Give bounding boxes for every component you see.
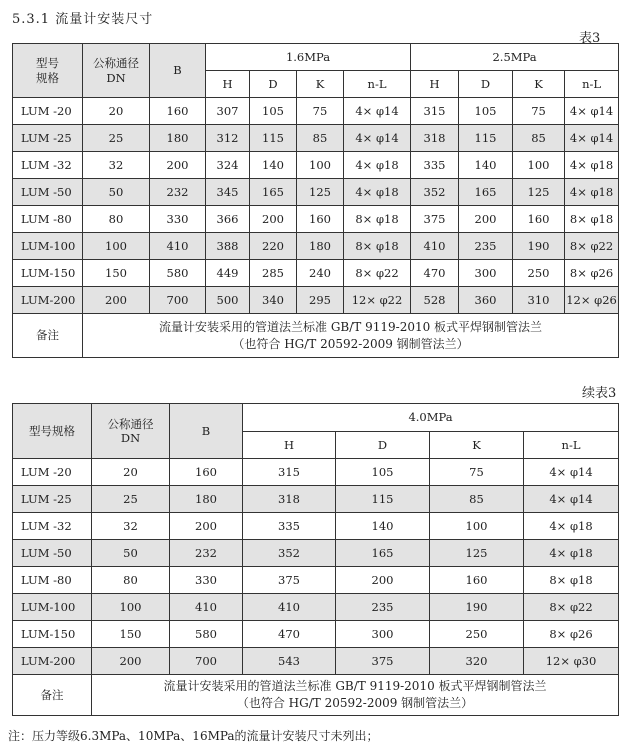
p16-h-cell: 324 — [206, 152, 250, 179]
p25-h-cell: 375 — [411, 206, 459, 233]
dn-cell: 100 — [92, 594, 170, 621]
table-2 — [12, 403, 619, 716]
p40-h-cell: 470 — [243, 621, 336, 648]
dn-header: 公称通径 DN — [83, 44, 150, 98]
p16-nl-cell: 4× φ18 — [344, 179, 411, 206]
pressure-1-6-header: 1.6MPa — [206, 44, 411, 71]
b-cell: 700 — [170, 648, 243, 675]
dn-cell: 100 — [83, 233, 150, 260]
p25-d-cell: 165 — [459, 179, 513, 206]
p40-nl-cell: 4× φ14 — [524, 486, 619, 513]
p40-h-cell: 375 — [243, 567, 336, 594]
b-cell: 232 — [150, 179, 206, 206]
model-cell: LUM -32 — [13, 152, 83, 179]
p16-nl-cell: 4× φ14 — [344, 98, 411, 125]
p25-nl-cell: 4× φ14 — [565, 125, 619, 152]
footnote: 注：压力等级6.3MPa、10MPa、16MPa的流量计安装尺寸未列出； — [8, 729, 379, 743]
p16-nl-cell: 8× φ18 — [344, 233, 411, 260]
sub-header-nl: n-L — [565, 71, 619, 98]
p25-h-cell: 315 — [411, 98, 459, 125]
p16-d-cell: 340 — [250, 287, 297, 314]
p25-h-cell: 352 — [411, 179, 459, 206]
p40-k-cell: 190 — [430, 594, 524, 621]
table-row — [13, 260, 619, 287]
p40-d-cell: 140 — [336, 513, 430, 540]
p40-k-cell: 160 — [430, 567, 524, 594]
p16-k-cell: 240 — [297, 260, 344, 287]
p16-h-cell: 312 — [206, 125, 250, 152]
table2-label: 续表3 — [582, 386, 617, 401]
p16-k-cell: 180 — [297, 233, 344, 260]
model-header: 型号规格 — [13, 404, 92, 459]
p25-k-cell: 85 — [513, 125, 565, 152]
p16-h-cell: 366 — [206, 206, 250, 233]
p16-h-cell: 345 — [206, 179, 250, 206]
p25-k-cell: 310 — [513, 287, 565, 314]
dn-header: 公称通径 DN — [92, 404, 170, 459]
p40-d-cell: 235 — [336, 594, 430, 621]
p40-nl-cell: 4× φ14 — [524, 459, 619, 486]
p40-d-cell: 105 — [336, 459, 430, 486]
dn-cell: 80 — [92, 567, 170, 594]
p25-nl-cell: 12× φ26 — [565, 287, 619, 314]
p25-k-cell: 250 — [513, 260, 565, 287]
p16-h-cell: 388 — [206, 233, 250, 260]
p25-nl-cell: 8× φ22 — [565, 233, 619, 260]
remark-label: 备注 — [13, 314, 83, 358]
p25-h-cell: 528 — [411, 287, 459, 314]
table-row — [13, 233, 619, 260]
p25-k-cell: 100 — [513, 152, 565, 179]
pressure-4-0-header: 4.0MPa — [243, 404, 619, 432]
model-cell: LUM -80 — [13, 567, 92, 594]
p16-k-cell: 75 — [297, 98, 344, 125]
p40-k-cell: 125 — [430, 540, 524, 567]
b-cell: 580 — [150, 260, 206, 287]
sub-header-h: H — [411, 71, 459, 98]
b-cell: 700 — [150, 287, 206, 314]
dn-cell: 50 — [92, 540, 170, 567]
p25-h-cell: 410 — [411, 233, 459, 260]
sub-header-h: H — [206, 71, 250, 98]
model-cell: LUM -25 — [13, 486, 92, 513]
b-cell: 200 — [150, 152, 206, 179]
p40-k-cell: 250 — [430, 621, 524, 648]
p40-h-cell: 335 — [243, 513, 336, 540]
p25-d-cell: 140 — [459, 152, 513, 179]
p16-k-cell: 160 — [297, 206, 344, 233]
p25-nl-cell: 4× φ14 — [565, 98, 619, 125]
p16-d-cell: 200 — [250, 206, 297, 233]
sub-header-d: D — [336, 432, 430, 459]
model-cell: LUM -20 — [13, 98, 83, 125]
dn-cell: 150 — [92, 621, 170, 648]
model-cell: LUM-100 — [13, 233, 83, 260]
p25-k-cell: 125 — [513, 179, 565, 206]
b-cell: 232 — [170, 540, 243, 567]
table1-label: 表3 — [579, 31, 601, 46]
p40-h-cell: 318 — [243, 486, 336, 513]
p40-nl-cell: 8× φ26 — [524, 621, 619, 648]
dn-cell: 80 — [83, 206, 150, 233]
dn-cell: 25 — [92, 486, 170, 513]
p25-d-cell: 360 — [459, 287, 513, 314]
model-cell: LUM-150 — [13, 621, 92, 648]
p16-d-cell: 285 — [250, 260, 297, 287]
remark-text: 流量计安装采用的管道法兰标准 GB/T 9119-2010 板式平焊钢制管法兰 （也符合 HG/T 20592-2009 钢制管法兰） — [83, 314, 619, 358]
p16-nl-cell: 8× φ18 — [344, 206, 411, 233]
sub-header-h: H — [243, 432, 336, 459]
model-cell: LUM -20 — [13, 459, 92, 486]
p16-h-cell: 449 — [206, 260, 250, 287]
p40-k-cell: 320 — [430, 648, 524, 675]
model-cell: LUM -32 — [13, 513, 92, 540]
sub-header-d: D — [250, 71, 297, 98]
p40-k-cell: 75 — [430, 459, 524, 486]
table-row — [13, 594, 619, 621]
p25-d-cell: 300 — [459, 260, 513, 287]
p16-nl-cell: 4× φ18 — [344, 152, 411, 179]
table-1 — [12, 43, 619, 358]
table-row — [13, 98, 619, 125]
p25-nl-cell: 8× φ18 — [565, 206, 619, 233]
table-row — [13, 459, 619, 486]
b-cell: 580 — [170, 621, 243, 648]
p40-h-cell: 315 — [243, 459, 336, 486]
sub-header-d: D — [459, 71, 513, 98]
p40-d-cell: 165 — [336, 540, 430, 567]
p25-h-cell: 470 — [411, 260, 459, 287]
table-row — [13, 179, 619, 206]
p16-k-cell: 100 — [297, 152, 344, 179]
model-header: 型号 规格 — [13, 44, 83, 98]
model-cell: LUM -50 — [13, 179, 83, 206]
sub-header-k: K — [430, 432, 524, 459]
table-row — [13, 287, 619, 314]
p40-d-cell: 115 — [336, 486, 430, 513]
sub-header-k: K — [297, 71, 344, 98]
p40-nl-cell: 12× φ30 — [524, 648, 619, 675]
p25-nl-cell: 8× φ26 — [565, 260, 619, 287]
p16-d-cell: 140 — [250, 152, 297, 179]
dn-cell: 25 — [83, 125, 150, 152]
dn-cell: 20 — [92, 459, 170, 486]
p40-nl-cell: 4× φ18 — [524, 540, 619, 567]
b-cell: 160 — [150, 98, 206, 125]
model-cell: LUM-200 — [13, 648, 92, 675]
dn-cell: 32 — [83, 152, 150, 179]
dn-cell: 32 — [92, 513, 170, 540]
p25-d-cell: 235 — [459, 233, 513, 260]
remark-text: 流量计安装采用的管道法兰标准 GB/T 9119-2010 板式平焊钢制管法兰 （也符合 HG/T 20592-2009 钢制管法兰） — [92, 675, 619, 716]
sub-header-nl: n-L — [344, 71, 411, 98]
p40-h-cell: 543 — [243, 648, 336, 675]
section-title: 5.3.1 流量计安装尺寸 — [12, 12, 154, 27]
p25-k-cell: 160 — [513, 206, 565, 233]
dn-cell: 50 — [83, 179, 150, 206]
p16-d-cell: 220 — [250, 233, 297, 260]
p25-nl-cell: 4× φ18 — [565, 179, 619, 206]
table-row — [13, 152, 619, 179]
p25-d-cell: 105 — [459, 98, 513, 125]
p16-h-cell: 500 — [206, 287, 250, 314]
p16-h-cell: 307 — [206, 98, 250, 125]
p25-d-cell: 200 — [459, 206, 513, 233]
b-cell: 200 — [170, 513, 243, 540]
p40-nl-cell: 8× φ22 — [524, 594, 619, 621]
p25-k-cell: 190 — [513, 233, 565, 260]
table-row — [13, 648, 619, 675]
table-row — [13, 206, 619, 233]
table-row — [13, 486, 619, 513]
p40-d-cell: 200 — [336, 567, 430, 594]
p40-d-cell: 300 — [336, 621, 430, 648]
p16-k-cell: 85 — [297, 125, 344, 152]
sub-header-k: K — [513, 71, 565, 98]
model-cell: LUM-100 — [13, 594, 92, 621]
p25-h-cell: 335 — [411, 152, 459, 179]
p40-h-cell: 410 — [243, 594, 336, 621]
p16-k-cell: 125 — [297, 179, 344, 206]
p25-d-cell: 115 — [459, 125, 513, 152]
p40-k-cell: 100 — [430, 513, 524, 540]
b-header: B — [170, 404, 243, 459]
table-row — [13, 621, 619, 648]
b-cell: 410 — [150, 233, 206, 260]
remark-label: 备注 — [13, 675, 92, 716]
table-row — [13, 125, 619, 152]
p25-h-cell: 318 — [411, 125, 459, 152]
p16-d-cell: 115 — [250, 125, 297, 152]
model-cell: LUM -25 — [13, 125, 83, 152]
p40-k-cell: 85 — [430, 486, 524, 513]
p40-d-cell: 375 — [336, 648, 430, 675]
b-header: B — [150, 44, 206, 98]
b-cell: 410 — [170, 594, 243, 621]
p16-k-cell: 295 — [297, 287, 344, 314]
p40-nl-cell: 4× φ18 — [524, 513, 619, 540]
model-cell: LUM -80 — [13, 206, 83, 233]
b-cell: 160 — [170, 459, 243, 486]
dn-cell: 200 — [83, 287, 150, 314]
p25-k-cell: 75 — [513, 98, 565, 125]
pressure-2-5-header: 2.5MPa — [411, 44, 619, 71]
p16-nl-cell: 4× φ14 — [344, 125, 411, 152]
sub-header-nl: n-L — [524, 432, 619, 459]
dn-cell: 20 — [83, 98, 150, 125]
table-row — [13, 567, 619, 594]
dn-cell: 200 — [92, 648, 170, 675]
p16-d-cell: 165 — [250, 179, 297, 206]
p16-nl-cell: 8× φ22 — [344, 260, 411, 287]
model-cell: LUM-150 — [13, 260, 83, 287]
b-cell: 330 — [170, 567, 243, 594]
b-cell: 180 — [170, 486, 243, 513]
dn-cell: 150 — [83, 260, 150, 287]
table-row — [13, 540, 619, 567]
p16-d-cell: 105 — [250, 98, 297, 125]
p25-nl-cell: 4× φ18 — [565, 152, 619, 179]
model-cell: LUM -50 — [13, 540, 92, 567]
p40-nl-cell: 8× φ18 — [524, 567, 619, 594]
b-cell: 180 — [150, 125, 206, 152]
b-cell: 330 — [150, 206, 206, 233]
p16-nl-cell: 12× φ22 — [344, 287, 411, 314]
table-row — [13, 513, 619, 540]
model-cell: LUM-200 — [13, 287, 83, 314]
p40-h-cell: 352 — [243, 540, 336, 567]
